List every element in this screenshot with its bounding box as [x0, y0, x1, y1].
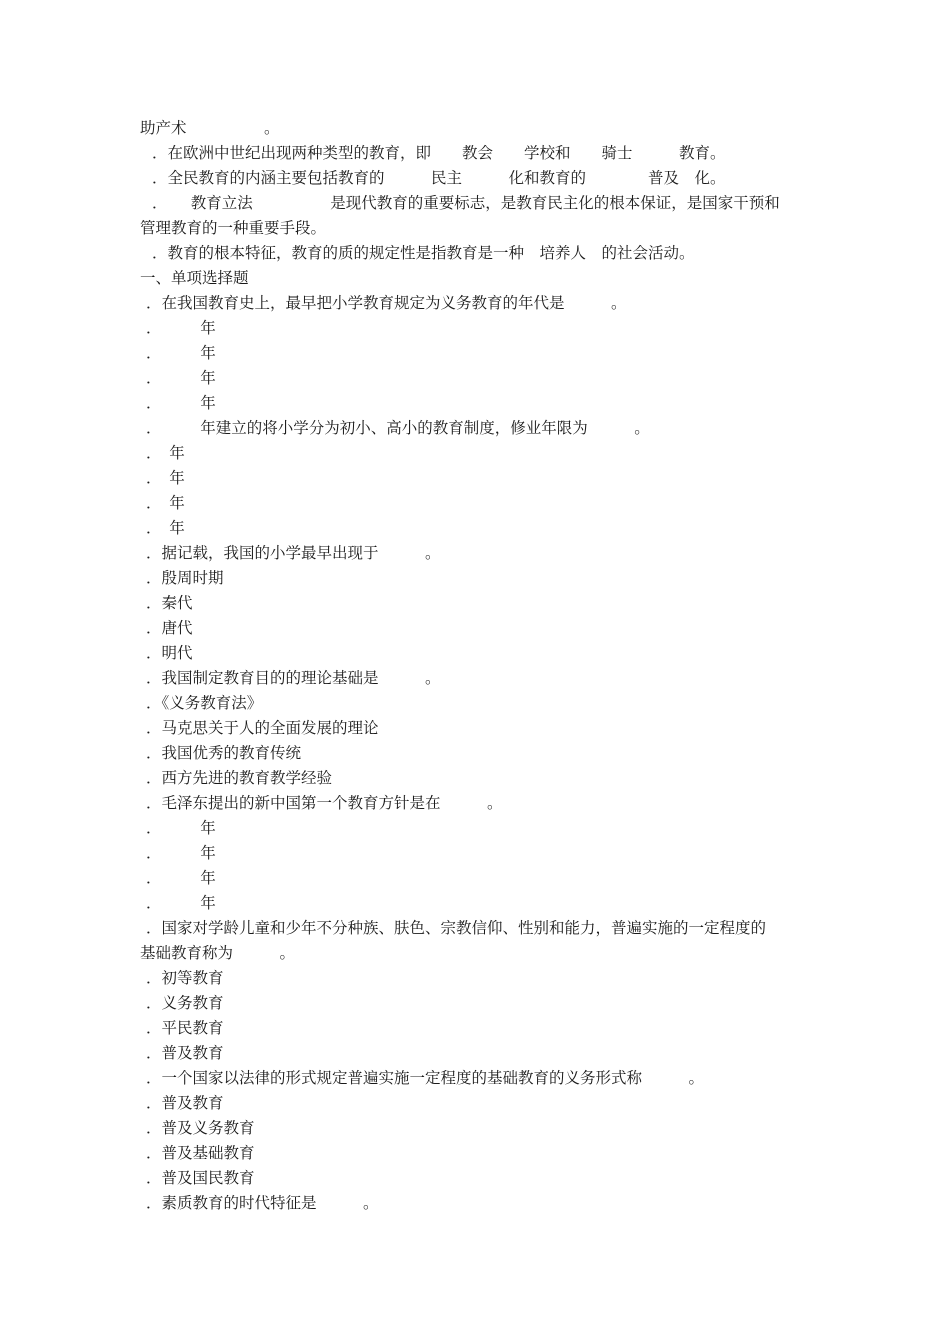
question-continuation: 基础教育称为 。	[140, 944, 296, 962]
option: ．初等教育	[146, 969, 224, 987]
question: ．在我国教育史上，最早把小学教育规定为义务教育的年代是 。	[146, 294, 627, 312]
option: ．我国优秀的教育传统	[146, 744, 302, 762]
option: ． 年	[146, 819, 216, 837]
question: ．我国制定教育目的的理论基础是 。	[146, 669, 441, 687]
text-line: ． 教育立法 是现代教育的重要标志，是教育民主化的根本保证，是国家干预和	[152, 194, 780, 212]
text-line: ．在欧洲中世纪出现两种类型的教育，即 教会 学校和 骑士 教育。	[152, 144, 726, 162]
question: ．据记载，我国的小学最早出现于 。	[146, 544, 441, 562]
question: ． 年建立的将小学分为初小、高小的教育制度，修业年限为 。	[146, 419, 650, 437]
option: ．唐代	[146, 619, 193, 637]
option: ．义务教育	[146, 994, 224, 1012]
option: ． 年	[146, 319, 216, 337]
option: ．普及义务教育	[146, 1119, 255, 1137]
option: ．马克思关于人的全面发展的理论	[146, 719, 379, 737]
option: ．秦代	[146, 594, 193, 612]
text-line: ．全民教育的内涵主要包括教育的 民主 化和教育的 普及 化。	[152, 169, 726, 187]
text-line: ．教育的根本特征，教育的质的规定性是指教育是一种 培养人 的社会活动。	[152, 244, 695, 262]
option: ．普及教育	[146, 1094, 224, 1112]
option: ． 年	[146, 494, 185, 512]
option: ． 年	[146, 344, 216, 362]
text-line: 助产术 。	[140, 119, 280, 137]
option: ．殷周时期	[146, 569, 224, 587]
option: ． 年	[146, 444, 185, 462]
option: ．普及教育	[146, 1044, 224, 1062]
question: ．国家对学龄儿童和少年不分种族、肤色、宗教信仰、性别和能力，普遍实施的一定程度的	[146, 919, 767, 937]
option: ． 年	[146, 894, 216, 912]
option: ．《义务教育法》	[146, 694, 263, 712]
option: ．普及基础教育	[146, 1144, 255, 1162]
section-heading: 一、单项选择题	[140, 269, 249, 287]
question: ．素质教育的时代特征是 。	[146, 1194, 379, 1212]
option: ． 年	[146, 844, 216, 862]
option: ．西方先进的教育教学经验	[146, 769, 333, 787]
option: ． 年	[146, 869, 216, 887]
text-line: 管理教育的一种重要手段。	[140, 219, 327, 237]
option: ． 年	[146, 519, 185, 537]
option: ． 年	[146, 369, 216, 387]
option: ． 年	[146, 394, 216, 412]
option: ． 年	[146, 469, 185, 487]
question: ．毛泽东提出的新中国第一个教育方针是在 。	[146, 794, 503, 812]
option: ．普及国民教育	[146, 1169, 255, 1187]
option: ．明代	[146, 644, 193, 662]
option: ．平民教育	[146, 1019, 224, 1037]
question: ．一个国家以法律的形式规定普遍实施一定程度的基础教育的义务形式称 。	[146, 1069, 705, 1087]
